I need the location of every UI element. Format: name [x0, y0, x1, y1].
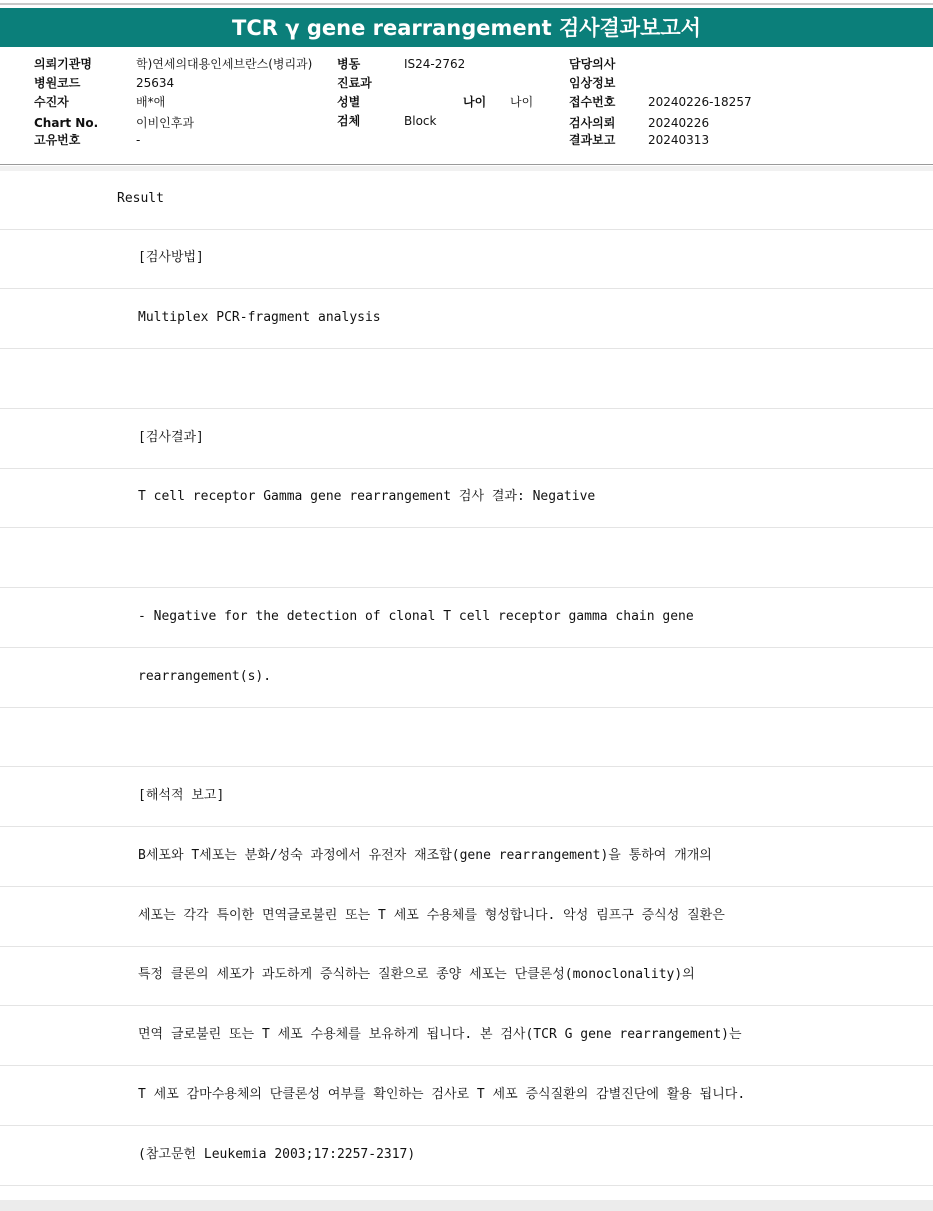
receipt-number-value: 20240226-18257: [648, 95, 752, 109]
request-date-label: 검사의뢰: [569, 116, 616, 130]
method-text: Multiplex PCR-fragment analysis: [138, 310, 381, 325]
patient-label: 수진자: [34, 95, 69, 109]
interpretation-line-2: 세포는 각각 특이한 면역글로불린 또는 T 세포 수용체를 형성합니다. 악성 림프구 증식성 질환은: [138, 908, 725, 923]
clinical-info-label: 임상정보: [569, 76, 616, 90]
patient-value: 배*애: [136, 95, 166, 109]
specimen-label: 검체: [337, 114, 361, 128]
hospital-code-label: 병원코드: [34, 76, 81, 90]
interpretation-line-1: B세포와 T세포는 분화/성숙 과정에서 유전자 재조합(gene rearrangement)을 통하여 개개의: [138, 848, 712, 863]
blank-row: [0, 349, 933, 409]
result-section-heading: [검사결과]: [138, 430, 204, 445]
interpretation-line-5: T 세포 감마수용체의 단클론성 여부를 확인하는 검사로 T 세포 증식질환의 감별진단에 활용 됩니다.: [138, 1087, 746, 1102]
result-heading-row: [0, 170, 933, 230]
method-heading: [검사방법]: [138, 250, 204, 265]
report-date-label: 결과보고: [569, 133, 616, 147]
result-text: T cell receptor Gamma gene rearrangement 검사 결과: Negative: [138, 489, 596, 504]
unique-number-label: 고유번호: [34, 133, 81, 147]
chart-no-value: 이비인후과: [136, 116, 194, 130]
unique-number-value: -: [136, 133, 141, 147]
text-row: [0, 887, 933, 947]
blank-row: [0, 707, 933, 767]
interpretation-heading: [해석적 보고]: [138, 788, 225, 803]
age-value: 나이: [510, 95, 534, 109]
request-date-value: 20240226: [648, 116, 710, 130]
result-detail-line-1: - Negative for the detection of clonal T cell receptor gamma chain gene: [138, 609, 694, 624]
institution-label: 의뢰기관명: [34, 57, 92, 71]
text-row: [0, 827, 933, 887]
text-row: [0, 229, 933, 289]
ward-label: 병동: [337, 57, 361, 71]
text-row: [0, 767, 933, 827]
report-header: [0, 48, 933, 165]
interpretation-line-3: 특정 클론의 세포가 과도하게 증식하는 질환으로 종양 세포는 단클론성(monoclonality)의: [138, 967, 695, 982]
text-row: [0, 588, 933, 648]
hospital-code-value: 25634: [136, 76, 175, 90]
doctor-label: 담당의사: [569, 57, 616, 71]
report-date-value: 20240313: [648, 133, 710, 147]
text-row: [0, 1126, 933, 1186]
header-divider: [0, 164, 933, 165]
result-detail-line-2: rearrangement(s).: [138, 669, 272, 684]
text-row: [0, 409, 933, 469]
interpretation-line-4: 면역 글로불린 또는 T 세포 수용체를 보유하게 됩니다. 본 검사(TCR G gene rearrangement)는: [138, 1027, 742, 1042]
text-row: [0, 946, 933, 1006]
ward-value: IS24-2762: [404, 57, 466, 71]
text-row: [0, 1006, 933, 1066]
blank-row: [0, 528, 933, 588]
department-label: 진료과: [337, 76, 372, 90]
reference-text: (참고문헌 Leukemia 2003;17:2257-2317): [138, 1147, 416, 1162]
text-row: [0, 468, 933, 528]
sex-label: 성별: [337, 95, 361, 109]
text-row: [0, 289, 933, 349]
institution-value: 학)연세의대용인세브란스(병리과): [136, 57, 313, 71]
top-rule: [0, 3, 933, 5]
specimen-value: Block: [404, 114, 437, 128]
footer-band: [0, 1200, 933, 1211]
text-row: [0, 1066, 933, 1126]
age-label: 나이: [463, 95, 487, 109]
result-heading: Result: [117, 191, 164, 206]
receipt-number-label: 접수번호: [569, 95, 616, 109]
report-title: TCR γ gene rearrangement 검사결과보고서: [0, 8, 933, 47]
chart-no-label: Chart No.: [34, 116, 99, 130]
text-row: [0, 648, 933, 708]
